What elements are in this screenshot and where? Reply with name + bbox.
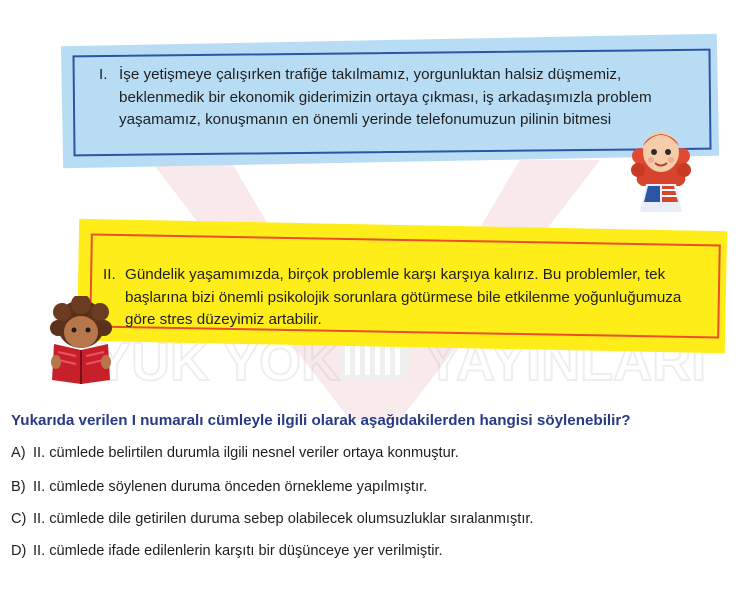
- statement-1-line-3: yaşamamız, konuşmanın en önemli yerinde telefonumuzun pilinin bitmesi: [119, 111, 612, 128]
- option-b[interactable]: [11, 479, 427, 495]
- statement-1-line-1: İşe yetişmeye çalışırken trafiğe takılmamız, yorgunluktan halsiz düşmemiz,: [119, 66, 622, 83]
- option-d[interactable]: [11, 543, 443, 559]
- option-c[interactable]: [11, 511, 533, 527]
- option-d-letter: D): [11, 543, 27, 559]
- statement-2-line-2: başlarına bizi önemli psikolojik sorunlara götürmese bile etkilenme yoğunluğumuza: [125, 288, 682, 306]
- option-b-letter: B): [11, 479, 26, 495]
- statement-2-line-1: Gündelik yaşamımızda, birçok problemle karşı karşıya kalırız. Bu problemler, tek: [125, 266, 666, 283]
- watermark-left-text: YUK YOK: [95, 332, 341, 392]
- statement-2-line-3: göre stres düzeyimiz artabilir.: [125, 311, 322, 328]
- watermark-right-text: YAYINLARI: [425, 332, 707, 392]
- option-a-letter: A): [11, 445, 26, 461]
- option-a[interactable]: [11, 445, 459, 461]
- option-b-text: II. cümlede söylenen duruma önceden örnekleme yapılmıştır.: [33, 479, 428, 495]
- statement-2-number: II.: [103, 266, 116, 283]
- question-text: Yukarıda verilen I numaralı cümleyle ilgili olarak aşağıdakilerden hangisi söylenebilir?: [11, 412, 631, 429]
- statement-1-line-2: beklenmedik bir ekonomik giderimizin ortaya çıkması, iş arkadaşımızla problem: [119, 88, 652, 106]
- option-a-text: II. cümlede belirtilen durumla ilgili nesnel veriler ortaya konmuştur.: [33, 445, 459, 461]
- option-c-letter: C): [11, 511, 27, 527]
- girl-illustration-icon: [630, 122, 692, 214]
- statement-1-number: I.: [99, 66, 108, 83]
- option-c-text: II. cümlede dile getirilen duruma sebep olabilecek olumsuzluklar sıralanmıştır.: [33, 511, 534, 527]
- boy-reading-illustration-icon: [46, 296, 116, 386]
- option-d-text: II. cümlede ifade edilenlerin karşıtı bir düşünceye yer verilmiştir.: [33, 543, 443, 559]
